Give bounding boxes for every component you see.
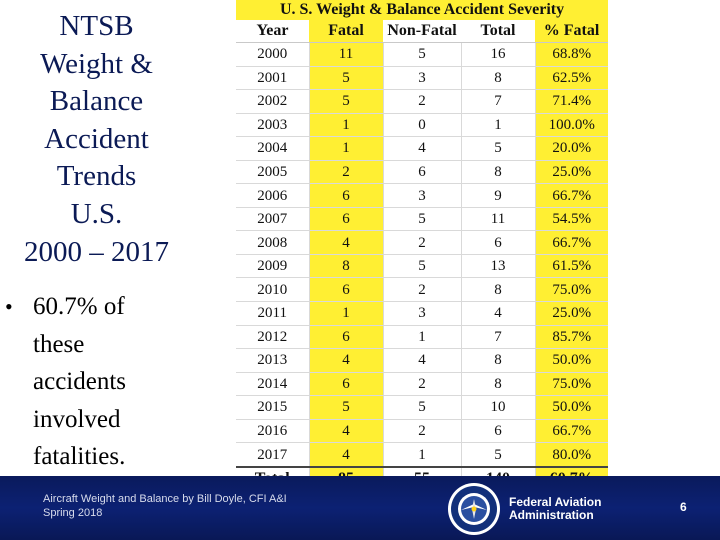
table-cell: 3 [383, 184, 461, 208]
table-cell: 2016 [236, 419, 309, 443]
title-line: U.S. [70, 197, 123, 230]
table-cell: 8 [461, 372, 535, 396]
table-cell: 66.7% [535, 231, 608, 255]
table-cell: 5 [383, 43, 461, 67]
table-cell: 1 [383, 325, 461, 349]
credit-line: Spring 2018 [43, 506, 103, 519]
table-cell: 5 [461, 137, 535, 161]
table-cell: 1 [309, 302, 383, 326]
table-cell: 2000 [236, 43, 309, 67]
table-caption: U. S. Weight & Balance Accident Severity [236, 0, 608, 20]
table-cell: 8 [309, 254, 383, 278]
table-cell: 2007 [236, 207, 309, 231]
table-cell: 2 [383, 278, 461, 302]
table-cell: 2013 [236, 349, 309, 373]
table-cell: 4 [309, 443, 383, 467]
title-line: Balance [49, 85, 144, 118]
bullet-marker: • [5, 294, 13, 319]
title-line: 2000 – 2017 [24, 235, 169, 268]
table-cell: 2 [383, 231, 461, 255]
table-cell: 6 [383, 160, 461, 184]
table-cell: 4 [309, 419, 383, 443]
table-cell: 4 [383, 137, 461, 161]
column-header: Total [461, 20, 535, 43]
table-row [236, 231, 608, 255]
table-cell: 61.5% [535, 254, 608, 278]
org-line: Administration [509, 507, 594, 522]
table-cell: 4 [461, 302, 535, 326]
table-cell: 13 [461, 254, 535, 278]
table-cell: 3 [383, 66, 461, 90]
table-cell: 5 [383, 254, 461, 278]
table-cell: 2 [383, 372, 461, 396]
table-row [236, 419, 608, 443]
table-cell: 2001 [236, 66, 309, 90]
table-cell: 20.0% [535, 137, 608, 161]
table-row [236, 66, 608, 90]
table-cell: 5 [383, 207, 461, 231]
bullet-point [5, 288, 230, 476]
table-cell: 100.0% [535, 113, 608, 137]
bullet-line: accidents [33, 368, 127, 395]
table-cell: 6 [309, 207, 383, 231]
table-row [236, 207, 608, 231]
table-cell: 8 [461, 160, 535, 184]
table-cell: 2002 [236, 90, 309, 114]
table-cell: 6 [309, 372, 383, 396]
table-row [236, 396, 608, 420]
table-cell: 5 [309, 396, 383, 420]
table-cell: 1 [383, 443, 461, 467]
table-cell: 2008 [236, 231, 309, 255]
table-cell: 6 [461, 231, 535, 255]
table-cell: 3 [383, 302, 461, 326]
title-line: Accident [44, 122, 149, 155]
table-cell: 75.0% [535, 372, 608, 396]
table-cell: 11 [309, 43, 383, 67]
table-cell: 2014 [236, 372, 309, 396]
table-cell: 54.5% [535, 207, 608, 231]
table-row [236, 160, 608, 184]
table-cell: 2 [383, 419, 461, 443]
faa-seal-icon [447, 482, 501, 536]
table-row [236, 254, 608, 278]
table-row [236, 325, 608, 349]
table-cell: 8 [461, 278, 535, 302]
table-cell: 4 [383, 349, 461, 373]
table-cell: 16 [461, 43, 535, 67]
table-body [236, 43, 608, 467]
table-cell: 2010 [236, 278, 309, 302]
table-cell: 5 [309, 90, 383, 114]
column-header: % Fatal [535, 20, 608, 43]
faa-name [509, 496, 601, 521]
table-cell: 6 [461, 419, 535, 443]
table-cell: 8 [461, 349, 535, 373]
table-cell: 6 [309, 184, 383, 208]
table-cell: 5 [309, 66, 383, 90]
page-number: 6 [680, 500, 687, 514]
table-cell: 2 [383, 90, 461, 114]
table-cell: 0 [383, 113, 461, 137]
table-cell: 25.0% [535, 160, 608, 184]
column-header: Year [236, 20, 309, 43]
table-cell: 66.7% [535, 419, 608, 443]
table-cell: 2009 [236, 254, 309, 278]
table-row [236, 113, 608, 137]
title-line: Weight & [40, 47, 153, 80]
table-cell: 2015 [236, 396, 309, 420]
bullet-line: 60.7% of [33, 293, 125, 320]
table-cell: 2017 [236, 443, 309, 467]
footer-bar [0, 476, 720, 540]
column-header: Fatal [309, 20, 383, 43]
table-row [236, 349, 608, 373]
table-cell: 50.0% [535, 396, 608, 420]
table-cell: 71.4% [535, 90, 608, 114]
table-cell: 11 [461, 207, 535, 231]
table-cell: 2005 [236, 160, 309, 184]
table-cell: 1 [309, 137, 383, 161]
bullet-text [33, 288, 230, 476]
table-cell: 7 [461, 90, 535, 114]
bullet-line: these [33, 330, 85, 358]
table-row [236, 443, 608, 467]
table-cell: 66.7% [535, 184, 608, 208]
table-cell: 2004 [236, 137, 309, 161]
table-row [236, 278, 608, 302]
table-cell: 8 [461, 66, 535, 90]
title-line: Trends [56, 160, 137, 193]
table-row [236, 372, 608, 396]
title-line: NTSB [59, 10, 134, 42]
table-cell: 2003 [236, 113, 309, 137]
table-cell: 2011 [236, 302, 309, 326]
table-cell: 4 [309, 349, 383, 373]
table-cell: 1 [309, 113, 383, 137]
slide-title [0, 8, 193, 271]
footer-credit [43, 493, 287, 520]
table-cell: 75.0% [535, 278, 608, 302]
table-cell: 62.5% [535, 66, 608, 90]
table-cell: 6 [309, 278, 383, 302]
table-cell: 50.0% [535, 349, 608, 373]
table-cell: 2 [309, 160, 383, 184]
table-cell: 6 [309, 325, 383, 349]
bullet-line: fatalities. [33, 443, 126, 470]
table-cell: 1 [461, 113, 535, 137]
table-row [236, 302, 608, 326]
table-cell: 7 [461, 325, 535, 349]
bullet-line: involved [33, 405, 121, 433]
table-cell: 9 [461, 184, 535, 208]
credit-line: Aircraft Weight and Balance by Bill Doyle, CFI A&I [43, 493, 287, 505]
table-cell: 10 [461, 396, 535, 420]
column-header: Non-Fatal [383, 20, 461, 43]
table-row [236, 90, 608, 114]
org-line: Federal Aviation [509, 495, 602, 509]
severity-table-container [236, 0, 608, 474]
table-cell: 68.8% [535, 43, 608, 67]
table-cell: 4 [309, 231, 383, 255]
table-header-row [236, 20, 608, 43]
table-row [236, 137, 608, 161]
table-cell: 2012 [236, 325, 309, 349]
table-cell: 85.7% [535, 325, 608, 349]
table-cell: 2006 [236, 184, 309, 208]
table-cell: 80.0% [535, 443, 608, 467]
table-cell: 25.0% [535, 302, 608, 326]
table-cell: 5 [461, 443, 535, 467]
table-row [236, 184, 608, 208]
table-row [236, 43, 608, 67]
table-cell: 5 [383, 396, 461, 420]
severity-table [236, 0, 608, 490]
